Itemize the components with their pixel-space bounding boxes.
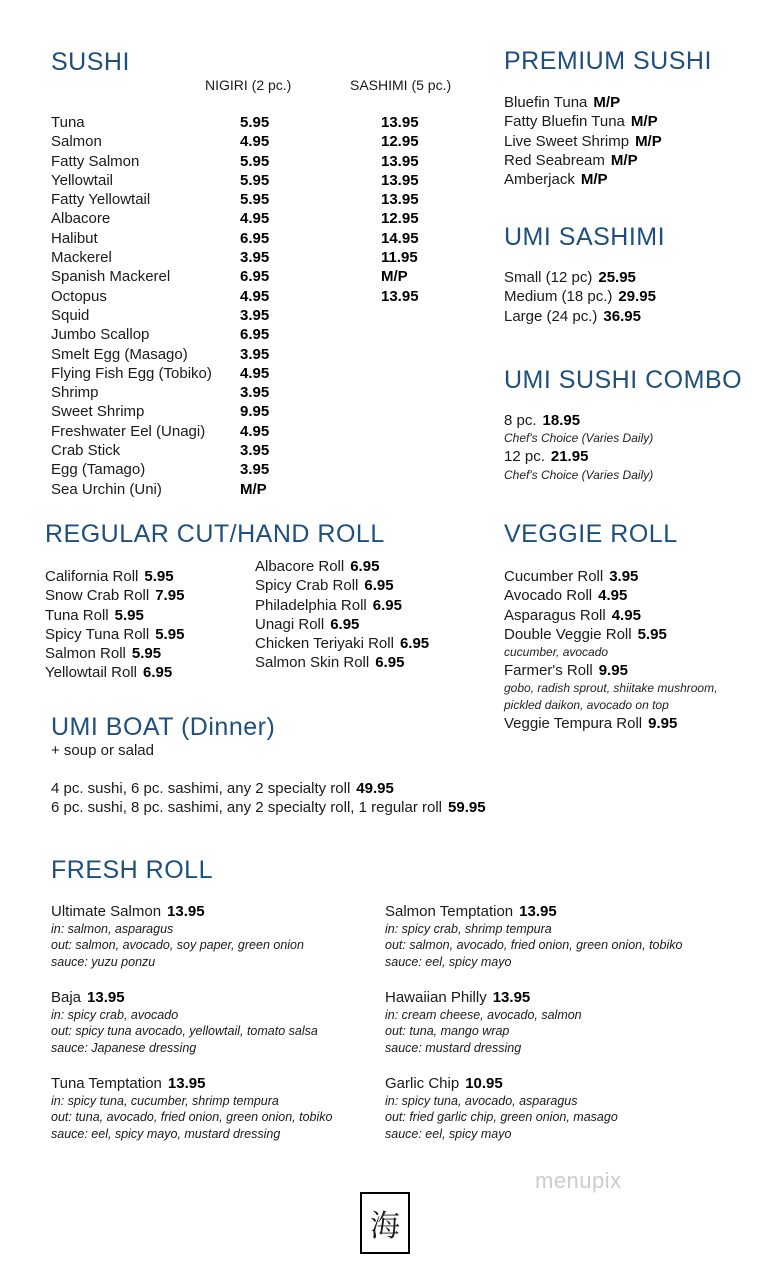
item-price: 13.95 <box>167 903 205 920</box>
nigiri-price: 4.95 <box>240 422 270 440</box>
item-description: Chef's Choice (Varies Daily) <box>504 431 654 446</box>
item-price: 9.95 <box>648 715 678 733</box>
item-name: Asparagus Roll <box>504 606 606 624</box>
item-name: Sea Urchin (Uni) <box>51 480 162 498</box>
nigiri-price: 6.95 <box>240 326 270 344</box>
sushi-row <box>51 152 471 171</box>
sushi-row <box>51 364 471 383</box>
sushi-list <box>51 113 471 499</box>
veggie-roll-heading: VEGGIE ROLL <box>504 520 678 548</box>
item-name: Albacore Roll <box>255 558 345 575</box>
item-name: Double Veggie Roll <box>504 625 632 643</box>
logo-sea-kanji: 海 <box>360 1192 410 1254</box>
premium-list <box>504 93 662 189</box>
item-name: Veggie Tempura Roll <box>504 715 643 733</box>
umi-sashimi-heading: UMI SASHIMI <box>504 223 666 251</box>
item-name: Salmon <box>51 133 102 151</box>
fresh-roll-detail: in: salmon, asparagus <box>51 922 174 936</box>
item-price: 59.95 <box>448 799 486 817</box>
menu-item <box>504 586 717 605</box>
item-description: cucumber, avocado <box>504 645 609 660</box>
fresh-roll-heading: FRESH ROLL <box>51 856 213 884</box>
item-name: Baja <box>51 989 82 1006</box>
menu-item <box>504 447 653 466</box>
sushi-row <box>51 460 471 479</box>
item-price: 49.95 <box>356 780 394 797</box>
menu-item <box>45 567 184 586</box>
sashimi-price: 13.95 <box>381 152 419 170</box>
item-name: California Roll <box>45 568 139 585</box>
item-price: 5.95 <box>114 606 144 624</box>
menu-item <box>504 132 662 151</box>
item-description: pickled daikon, avocado on top <box>504 698 669 713</box>
sushi-row <box>51 402 471 421</box>
item-price: 5.95 <box>637 625 667 643</box>
menu-item <box>45 606 184 625</box>
item-price: 13.95 <box>87 989 125 1006</box>
fresh-roll-detail: sauce: mustard dressing <box>385 1040 522 1055</box>
item-name: 6 pc. sushi, 8 pc. sashimi, any 2 specialty roll, 1 regular roll <box>51 799 443 817</box>
item-name: Large (24 pc.) <box>504 307 598 325</box>
fresh-roll-detail: sauce: eel, spicy mayo <box>385 954 512 969</box>
item-price: M/P <box>580 171 608 189</box>
item-price: 13.95 <box>519 903 557 920</box>
nigiri-price: 3.95 <box>240 442 270 460</box>
item-price: 18.95 <box>542 412 581 429</box>
sashimi-price: 13.95 <box>381 114 419 131</box>
fresh-roll-detail: in: spicy tuna, avocado, asparagus <box>385 1094 578 1108</box>
fresh-roll-detail: sauce: yuzu ponzu <box>51 954 156 969</box>
nigiri-price: 5.95 <box>240 171 270 189</box>
sashimi-header: SASHIMI (5 pc.) <box>350 77 452 93</box>
regular-roll-heading: REGULAR CUT/HAND ROLL <box>45 520 385 548</box>
item-price: 4.95 <box>611 606 641 624</box>
item-name: Avocado Roll <box>504 587 593 605</box>
menu-item <box>51 779 486 798</box>
item-name: Tuna Temptation <box>51 1075 162 1092</box>
fresh-roll-detail: sauce: Japanese dressing <box>51 1040 197 1055</box>
item-name: Yellowtail Roll <box>45 664 137 682</box>
sashimi-price: 11.95 <box>381 249 418 267</box>
fresh-roll-detail: in: spicy crab, shrimp tempura <box>385 922 552 936</box>
item-name: Squid <box>51 306 90 324</box>
nigiri-price: 6.95 <box>240 229 270 247</box>
fresh-roll-detail: out: tuna, avocado, fried onion, green onion, tobiko <box>51 1110 333 1125</box>
sushi-row <box>51 171 471 190</box>
menu-item <box>255 576 429 595</box>
fresh-roll-detail: sauce: eel, spicy mayo <box>385 1126 512 1141</box>
sashimi-price: 14.95 <box>381 229 419 247</box>
fresh-roll-item <box>385 903 725 970</box>
item-name: Crab Stick <box>51 442 121 460</box>
sashimi-price: 12.95 <box>381 210 419 228</box>
item-price: 13.95 <box>492 989 531 1006</box>
item-name: 8 pc. <box>504 412 537 429</box>
sashimi-price: 13.95 <box>381 191 419 209</box>
menu-item <box>504 307 656 326</box>
fresh-roll-detail: out: salmon, avocado, soy paper, green onion <box>51 938 304 953</box>
sushi-row <box>51 325 471 344</box>
item-name: Live Sweet Shrimp <box>504 132 630 150</box>
item-price: 3.95 <box>609 568 639 585</box>
nigiri-price: 4.95 <box>240 133 270 151</box>
fresh-roll-item <box>51 903 391 970</box>
item-name: Red Seabream <box>504 151 605 169</box>
item-name: Tuna Roll <box>45 606 109 624</box>
item-price: M/P <box>593 94 621 111</box>
sushi-row <box>51 229 471 248</box>
nigiri-price: 9.95 <box>240 403 270 421</box>
nigiri-price: 4.95 <box>240 287 270 305</box>
item-name: Salmon Temptation <box>385 903 514 920</box>
item-price: 6.95 <box>350 558 380 575</box>
item-price: 5.95 <box>144 568 174 585</box>
nigiri-price: 3.95 <box>240 345 270 363</box>
menu-item <box>504 661 717 680</box>
umi-boat-heading: UMI BOAT (Dinner) <box>51 713 276 741</box>
fresh-roll-title <box>385 989 725 1007</box>
nigiri-price: M/P <box>240 480 267 498</box>
menu-item <box>255 557 429 576</box>
item-name: Smelt Egg (Masago) <box>51 345 188 363</box>
fresh-roll-title <box>385 903 725 921</box>
sushi-row <box>51 480 471 499</box>
nigiri-price: 6.95 <box>240 268 270 286</box>
umi-boat-subtitle: + soup or salad <box>51 742 154 759</box>
menu-item <box>45 625 184 644</box>
item-name: Snow Crab Roll <box>45 587 150 605</box>
fresh-roll-detail: in: spicy crab, avocado <box>51 1008 179 1022</box>
item-price: 13.95 <box>167 1075 206 1092</box>
item-price: 21.95 <box>550 448 589 466</box>
item-name: Hawaiian Philly <box>385 989 487 1006</box>
sushi-row <box>51 132 471 151</box>
item-name: Salmon Skin Roll <box>255 654 370 672</box>
menu-item <box>504 625 717 644</box>
fresh-roll-detail: out: salmon, avocado, fried onion, green onion, tobiko <box>385 938 683 953</box>
item-name: Small (12 pc) <box>504 269 593 286</box>
fresh-roll-detail: out: tuna, mango wrap <box>385 1024 510 1039</box>
item-name: 12 pc. <box>504 448 545 466</box>
item-price: 5.95 <box>131 645 162 663</box>
item-name: Spicy Crab Roll <box>255 577 359 595</box>
item-name: Amberjack <box>504 171 575 189</box>
menu-item <box>504 287 656 306</box>
sushi-row <box>51 248 471 267</box>
item-name: Farmer's Roll <box>504 662 593 680</box>
item-price: 7.95 <box>155 587 185 605</box>
item-price: 6.95 <box>399 635 430 653</box>
sushi-row <box>51 287 471 306</box>
item-price: 29.95 <box>618 288 656 306</box>
umi-sashimi-list <box>504 268 656 326</box>
sushi-row <box>51 422 471 441</box>
item-name: Bluefin Tuna <box>504 94 588 111</box>
veggie-roll-list <box>504 567 717 734</box>
item-price: 6.95 <box>330 615 360 633</box>
item-name: Sweet Shrimp <box>51 403 145 421</box>
sushi-row <box>51 209 471 228</box>
item-name: Freshwater Eel (Unagi) <box>51 422 206 440</box>
nigiri-price: 4.95 <box>240 364 270 382</box>
item-name: Chicken Teriyaki Roll <box>255 635 394 653</box>
nigiri-price: 5.95 <box>240 114 270 131</box>
item-name: Octopus <box>51 287 107 305</box>
menu-item <box>45 644 184 663</box>
fresh-roll-item <box>385 1075 725 1142</box>
menu-item <box>255 634 429 653</box>
nigiri-price: 3.95 <box>240 306 270 324</box>
item-price: 4.95 <box>598 587 628 605</box>
item-description: Chef's Choice (Varies Daily) <box>504 467 654 482</box>
item-price: M/P <box>630 113 658 131</box>
item-name: Philadelphia Roll <box>255 596 367 614</box>
nigiri-price: 4.95 <box>240 210 270 228</box>
sashimi-price: 13.95 <box>381 287 419 305</box>
menu-item <box>504 714 717 733</box>
item-name: Shrimp <box>51 384 99 402</box>
item-description: gobo, radish sprout, shiitake mushroom, <box>504 681 718 696</box>
item-price: 36.95 <box>603 307 641 325</box>
menu-item <box>255 615 429 634</box>
nigiri-price: 3.95 <box>240 249 270 267</box>
item-name: Albacore <box>51 210 111 228</box>
item-name: Spicy Tuna Roll <box>45 625 150 643</box>
sashimi-price: 12.95 <box>381 133 419 151</box>
fresh-roll-title <box>51 1075 391 1093</box>
sushi-row <box>51 441 471 460</box>
regular-roll-list-left <box>45 567 184 683</box>
watermark: menupix <box>535 1168 622 1193</box>
item-price: 6.95 <box>143 664 173 682</box>
menu-item <box>504 93 662 112</box>
item-name: Flying Fish Egg (Tobiko) <box>51 364 212 382</box>
item-name: Garlic Chip <box>385 1075 460 1092</box>
item-name: Egg (Tamago) <box>51 461 146 479</box>
item-price: 6.95 <box>364 577 394 595</box>
item-price: M/P <box>635 132 662 150</box>
item-name: Cucumber Roll <box>504 568 604 585</box>
item-price: 6.95 <box>372 596 402 614</box>
item-price: 5.95 <box>155 625 185 643</box>
nigiri-price: 5.95 <box>240 152 270 170</box>
sushi-row <box>51 306 471 325</box>
item-name: Spanish Mackerel <box>51 268 171 286</box>
menu-item <box>45 586 184 605</box>
regular-roll-list-right <box>255 557 429 673</box>
item-name: Ultimate Salmon <box>51 903 162 920</box>
item-name: Fatty Salmon <box>51 152 140 170</box>
sushi-heading: SUSHI <box>51 48 130 76</box>
nigiri-price: 3.95 <box>240 461 270 479</box>
sushi-row <box>51 345 471 364</box>
item-name: Fatty Bluefin Tuna <box>504 113 625 131</box>
sashimi-price: M/P <box>381 268 408 286</box>
sushi-row <box>51 113 471 132</box>
fresh-roll-detail: in: spicy tuna, cucumber, shrimp tempura <box>51 1094 279 1108</box>
item-price: 6.95 <box>375 654 405 672</box>
menu-item <box>45 663 184 682</box>
fresh-roll-title <box>51 903 391 921</box>
item-name: Tuna <box>51 114 85 131</box>
fresh-roll-item <box>51 989 391 1056</box>
menu-item <box>504 170 662 189</box>
item-name: Yellowtail <box>51 171 113 189</box>
premium-sushi-heading: PREMIUM SUSHI <box>504 47 712 75</box>
nigiri-price: 3.95 <box>240 384 270 402</box>
item-price: 10.95 <box>465 1075 503 1092</box>
umi-boat-list <box>51 779 486 818</box>
menu-item <box>504 151 662 170</box>
menu-item <box>51 798 486 817</box>
menu-item <box>504 112 662 131</box>
fresh-roll-detail: in: cream cheese, avocado, salmon <box>385 1008 582 1022</box>
umi-combo-list <box>504 411 653 484</box>
fresh-roll-item <box>385 989 725 1056</box>
nigiri-price: 5.95 <box>240 191 270 209</box>
sashimi-price: 13.95 <box>381 171 419 189</box>
fresh-roll-title <box>385 1075 725 1093</box>
menu-item <box>504 268 656 287</box>
nigiri-header: NIGIRI (2 pc.) <box>205 77 292 93</box>
sushi-row <box>51 267 471 286</box>
item-name: Mackerel <box>51 249 112 267</box>
fresh-roll-detail: sauce: eel, spicy mayo, mustard dressing <box>51 1126 281 1141</box>
fresh-roll-title <box>51 989 391 1007</box>
umi-combo-heading: UMI SUSHI COMBO <box>504 366 743 394</box>
fresh-roll-detail: out: fried garlic chip, green onion, masago <box>385 1110 618 1125</box>
item-price: M/P <box>610 151 638 169</box>
item-price: 25.95 <box>598 269 636 286</box>
menu-item <box>504 606 717 625</box>
fresh-roll-detail: out: spicy tuna avocado, yellowtail, tomato salsa <box>51 1024 318 1039</box>
menu-item <box>504 567 717 586</box>
sushi-row <box>51 383 471 402</box>
item-name: Fatty Yellowtail <box>51 191 151 209</box>
menu-item <box>255 653 429 672</box>
item-price: 9.95 <box>598 662 628 680</box>
item-name: 4 pc. sushi, 6 pc. sashimi, any 2 specialty roll <box>51 780 351 797</box>
item-name: Unagi Roll <box>255 615 325 633</box>
item-name: Medium (18 pc.) <box>504 288 613 306</box>
sushi-row <box>51 190 471 209</box>
item-name: Salmon Roll <box>45 645 126 663</box>
item-name: Halibut <box>51 229 98 247</box>
item-name: Jumbo Scallop <box>51 326 150 344</box>
fresh-roll-item <box>51 1075 391 1142</box>
menu-item <box>255 596 429 615</box>
menu-item <box>504 411 653 430</box>
